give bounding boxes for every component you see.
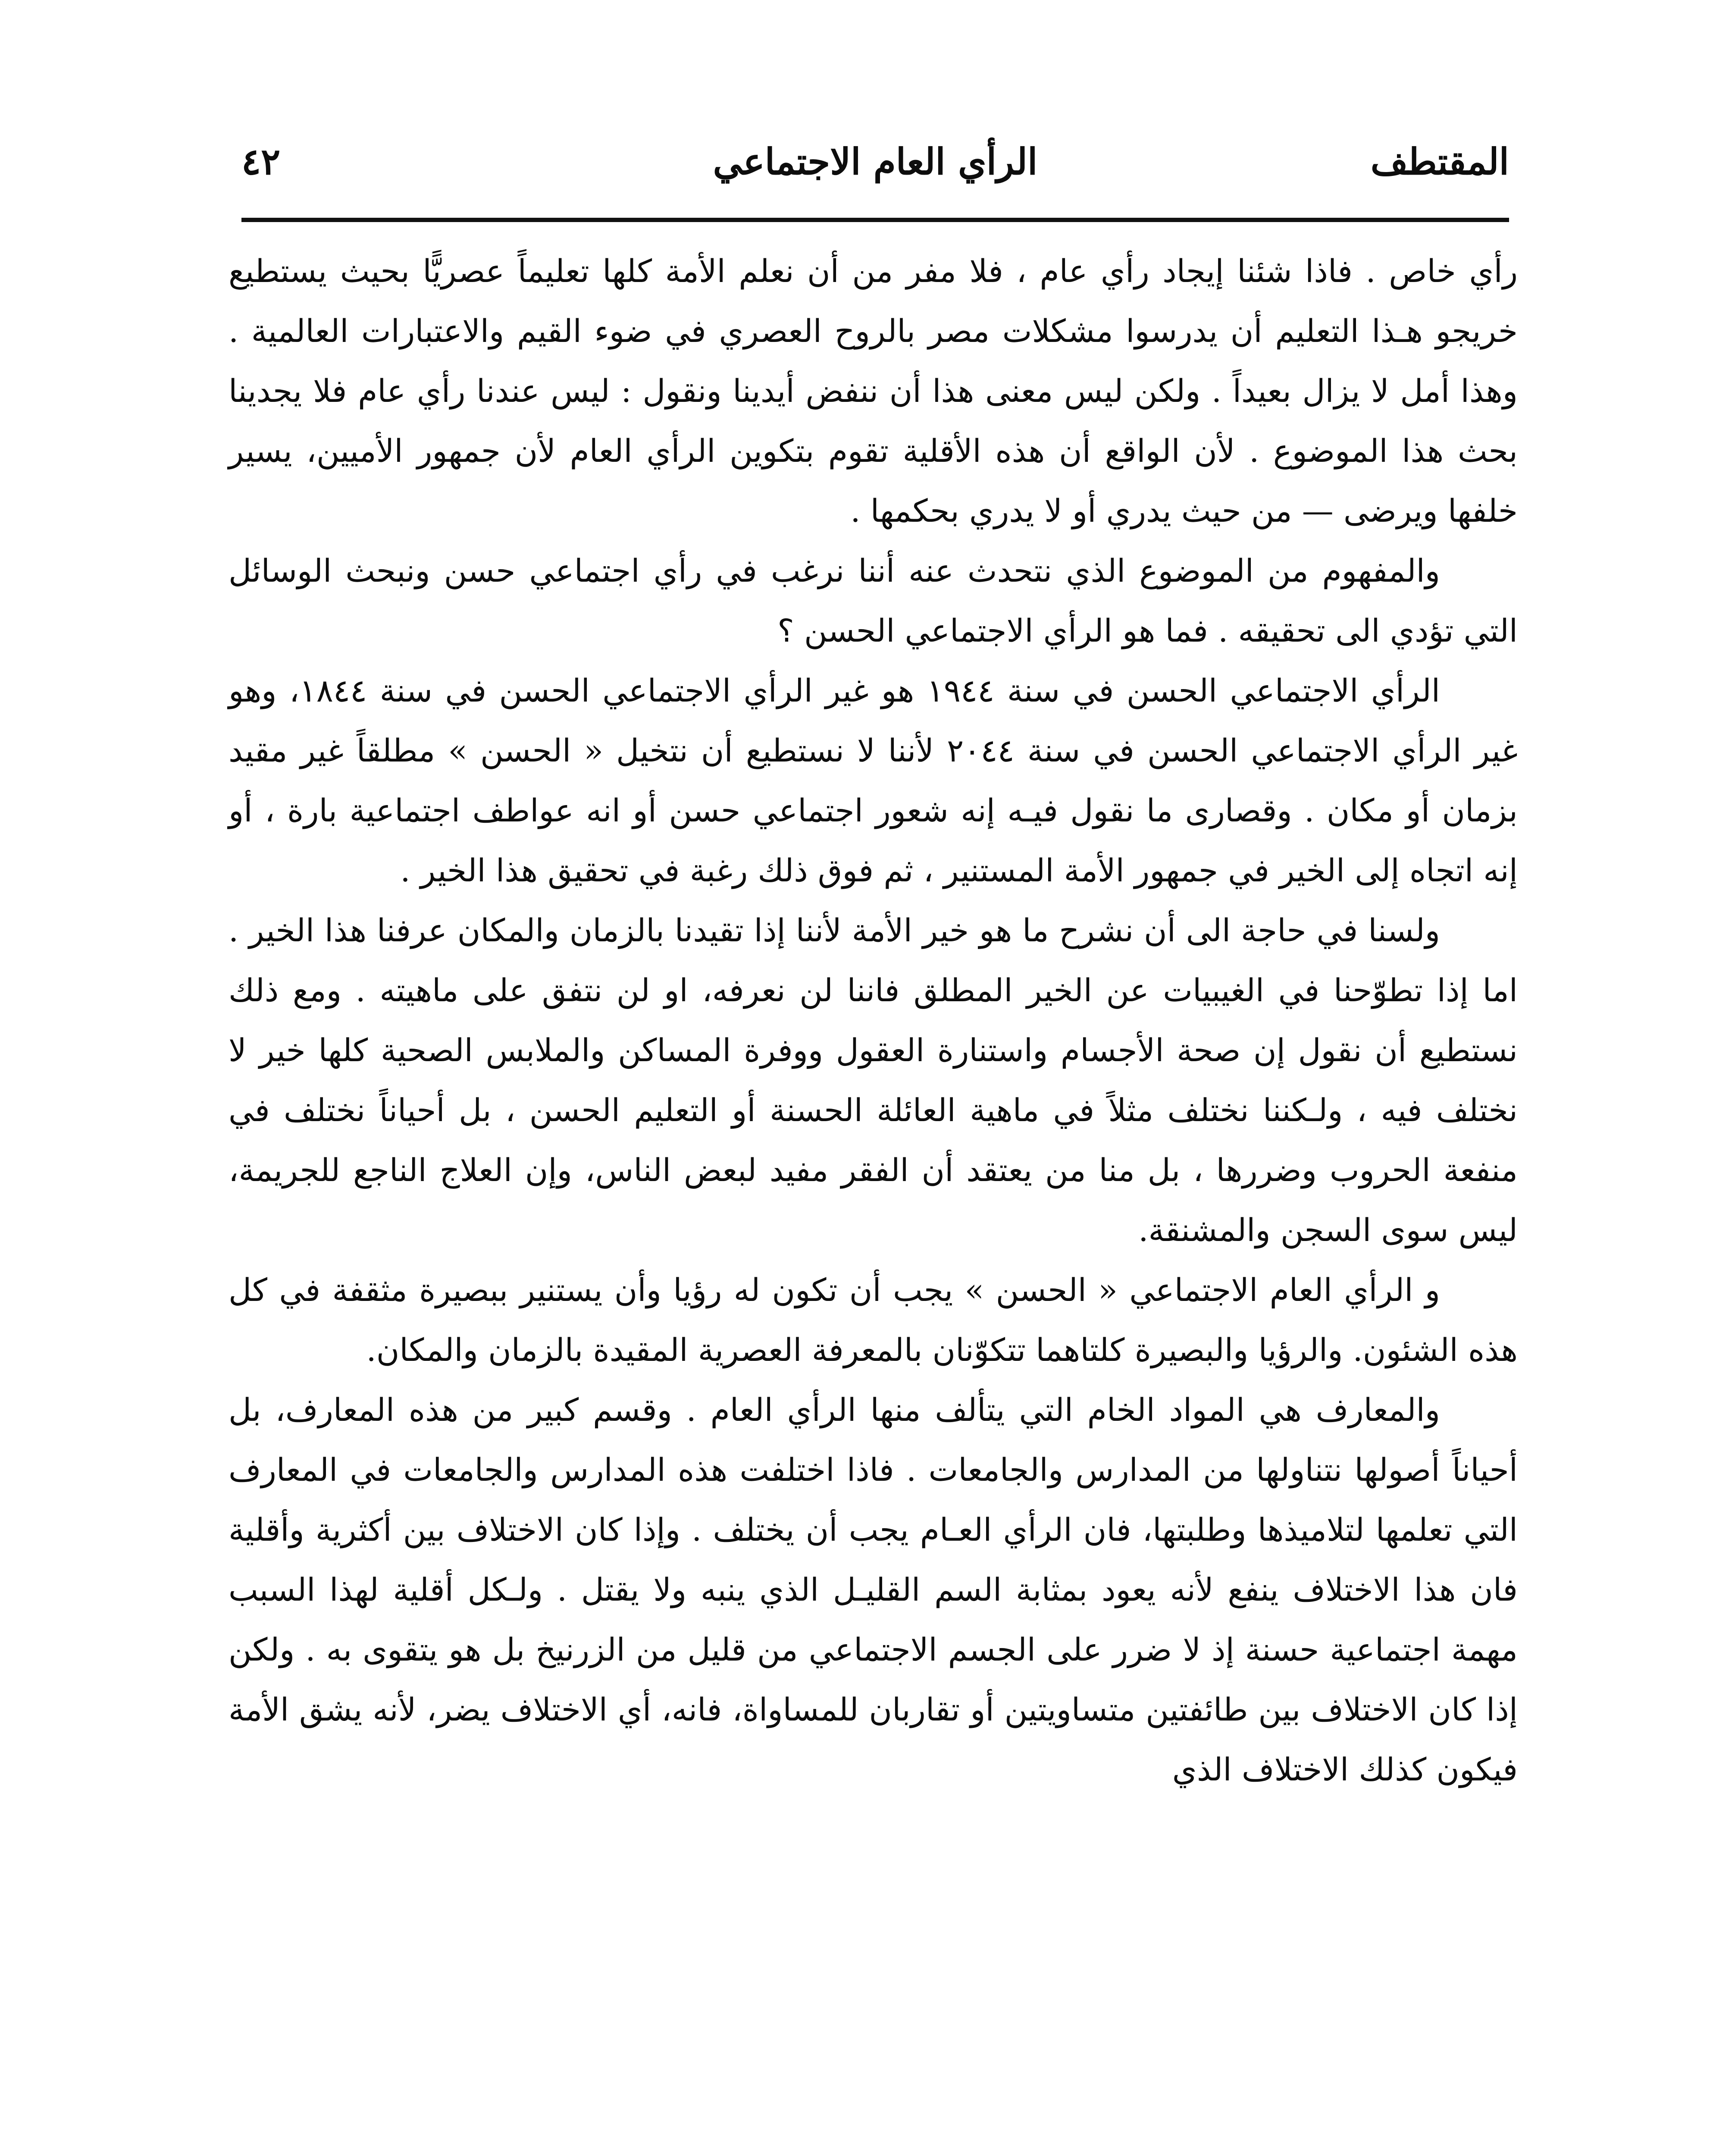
page-number: ٤٢ bbox=[241, 140, 281, 183]
paragraph-1: رأي خاص . فاذا شئنا إيجاد رأي عام ، فلا مفر من أن نعلم الأمة كلها تعليماً عصريًّا بحيث يستطيع خريجو هـذا التعليم أن يدرسوا مشكلات مصر بالروح العصري في ضوء القيم والاعتبارات العالمية . وهذا أمل لا يزال بعيداً . ولكن ليس معنى هذا أن ننفض أيدينا ونقول : ليس عندنا رأي عام فلا يجدينا بحث هذا الموضوع . لأن الواقع أن هذه الأقلية تقوم بتكوين الرأي العام لأن جمهور الأميين، يسير خلفها ويرضى — من حيث يدري أو لا يدري بحكمها . bbox=[229, 253, 1518, 530]
paragraph-4: ولسنا في حاجة الى أن نشرح ما هو خير الأمة لأننا إذا تقيدنا بالزمان والمكان عرفنا هذا الخير . اما إذا تطوّحنا في الغيبيات عن الخير المطلق فاننا لن نعرفه، او لن نتفق على ماهيته . ومع ذلك نستطيع أن نقول إن صحة الأجسام واستنارة العقول ووفرة المساكن والملابس الصحية كلها خير لا نختلف فيه ، ولـكننا نختلف مثلاً في ماهية العائلة الحسنة أو التعليم الحسن ، بل أحياناً نختلف في منفعة الحروب وضررها ، بل منا من يعتقد أن الفقر مفيد لبعض الناس، وإن العلاج الناجع للجريمة، ليس سوى السجن والمشنقة. bbox=[229, 912, 1518, 1249]
paragraph-5: و الرأي العام الاجتماعي « الحسن » يجب أن تكون له رؤيا وأن يستنير ببصيرة مثقفة في كل هذه الشئون. والرؤيا والبصيرة كلتاهما تتكوّنان بالمعرفة العصرية المقيدة بالزمان والمكان. bbox=[229, 1272, 1518, 1369]
page-title: الرأي العام الاجتماعي bbox=[713, 140, 1038, 183]
paragraph-2: والمفهوم من الموضوع الذي نتحدث عنه أننا نرغب في رأي اجتماعي حسن ونبحث الوسائل التي تؤدي الى تحقيقه . فما هو الرأي الاجتماعي الحسن ؟ bbox=[229, 553, 1518, 649]
paragraph-6: والمعارف هي المواد الخام التي يتألف منها الرأي العام . وقسم كبير من هذه المعارف، بل أحياناً أصولها نتناولها من المدارس والجامعات . فاذا اختلفت هذه المدارس والجامعات في المعارف التي تعلمها لتلاميذها وطلبتها، فان الرأي العـام يجب أن يختلف . وإذا كان الاختلاف بين أكثرية وأقلية فان هذا الاختلاف ينفع لأنه يعود بمثابة السم القليـل الذي ينبه ولا يقتل . ولـكل أقلية لهذا السبب مهمة اجتماعية حسنة إذ لا ضرر على الجسم الاجتماعي من قليل من الزرنيخ بل هو يتقوى به . ولكن إذا كان الاختلاف بين طائفتين متساويتين أو تقاربان للمساواة، فانه، أي الاختلاف يضر، لأنه يشق الأمة فيكون كذلك الاختلاف الذي bbox=[229, 1392, 1518, 1788]
journal-name: المقتطف bbox=[1370, 140, 1509, 183]
header-divider bbox=[241, 218, 1509, 222]
running-header bbox=[241, 129, 1509, 203]
paragraph-3: الرأي الاجتماعي الحسن في سنة ١٩٤٤ هو غير الرأي الاجتماعي الحسن في سنة ١٨٤٤، وهو غير الرأي الاجتماعي الحسن في سنة ٢٠٤٤ لأننا لا نستطيع أن نتخيل « الحسن » مطلقاً غير مقيد بزمان أو مكان . وقصارى ما نقول فيـه إنه شعور اجتماعي حسن أو انه عواطف اجتماعية بارة ، أو إنه اتجاه إلى الخير في جمهور الأمة المستنير ، ثم فوق ذلك رغبة في تحقيق هذا الخير . bbox=[229, 673, 1518, 889]
article-body bbox=[229, 241, 1518, 1800]
